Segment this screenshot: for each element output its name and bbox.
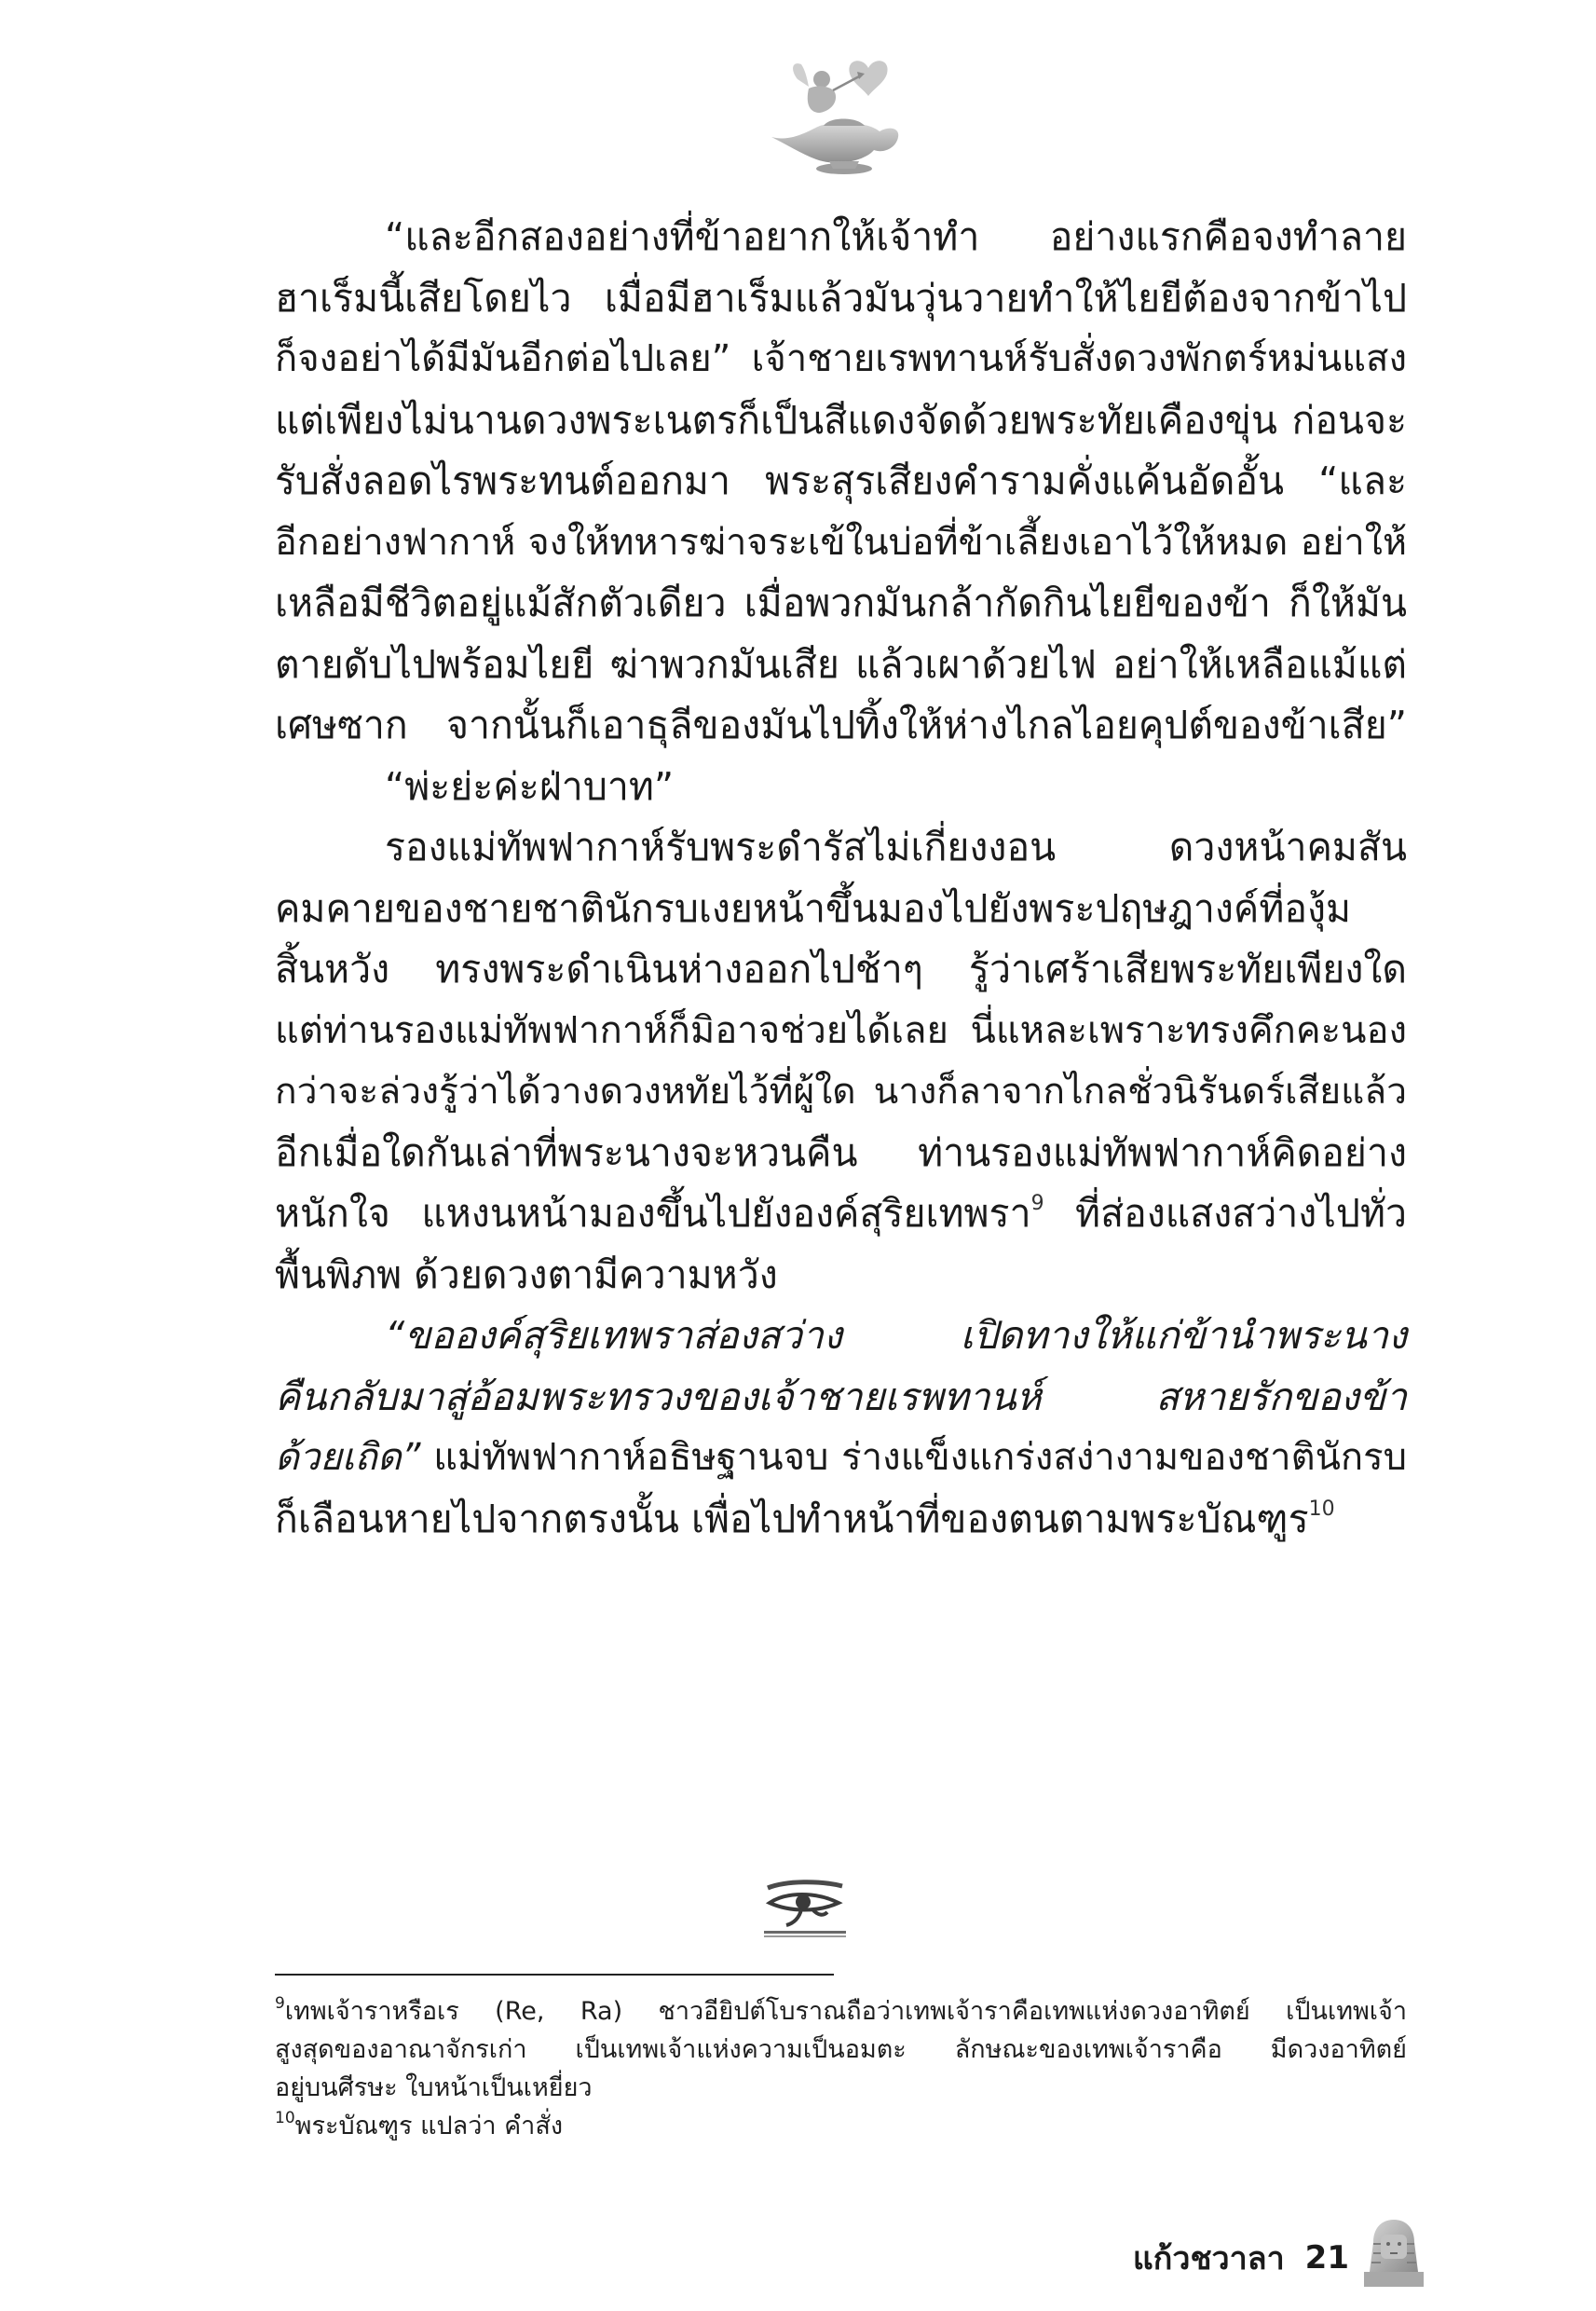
body-line [275,451,1407,513]
line-text-continued: ที่ส่องแสงสว่างไปทั่ว [1044,1191,1407,1236]
body-line [275,1428,1407,1489]
genie-lamp-icon [764,51,904,177]
footnote-text: อยู่บนศีรษะ ใบหน้าเป็นเหยี่ยว [275,2073,593,2102]
line-text: ก็เลือนหายไปจากตรงนั้น เพื่อไปทำหน้าที่ของตนตามพระบัณฑูร [275,1496,1309,1541]
footnotes [275,1992,1407,2145]
line-text: ตายดับไปพร้อมไยยี ฆ่าพวกมันเสีย แล้วเผาด้วยไฟ อย่าให้เหลือแม้แต่ [275,641,1407,687]
footnote-line [275,2031,1407,2069]
body-line [275,1001,1407,1062]
line-text: รับสั่งลอดไรพระทนต์ออกมา พระสุรเสียงคำรามคั่งแค้นอัดอั้น “และ [275,458,1407,503]
line-text: หนักใจ แหงนหน้ามองขึ้นไปยังองค์สุริยเทพรา [275,1191,1031,1236]
body-line [275,207,1407,268]
footnote-number: 9 [275,1994,285,2013]
italic-segment: ด้วยเถิด” [275,1436,421,1479]
body-line [275,1489,1407,1551]
line-text: เหลือมีชีวิตอยู่แม้สักตัวเดียว เมื่อพวกมันกล้ากัดกินไยยีของข้า ก็ให้มัน [275,581,1407,625]
body-line [275,817,1407,879]
line-text: แม่ทัพฟากาห์อธิษฐานจบ ร่างแข็งแกร่งสง่างามของชาตินักรบ [420,1436,1407,1479]
footnote-text: เทพเจ้าราหรือเร (Re, Ra) ชาวอียิปต์โบราณถือว่าเทพเจ้าราคือเทพแห่งดวงอาทิตย์ เป็นเทพเจ้า [284,1997,1407,2026]
sphinx-icon [1360,2216,1427,2290]
line-text: คืนกลับมาสู่อ้อมพระทรวงของเจ้าชายเรพทานห์ สหายรักของข้า [275,1374,1407,1419]
line-text: กว่าจะล่วงรู้ว่าได้วางดวงหทัยไว้ที่ผู้ใด นางก็ลาจากไกลชั่วนิรันดร์เสียแล้ว [275,1071,1407,1113]
footnote-marker[interactable]: 9 [1030,1192,1044,1215]
body-line [275,1367,1407,1429]
line-text: พื้นพิภพ ด้วยดวงตามีความหวัง [275,1251,778,1297]
page-number: 21 [1304,2239,1349,2277]
line-text: “และอีกสองอย่างที่ข้าอยากให้เจ้าทำ อย่างแรกคือจงทำลาย [385,214,1407,259]
eye-of-horus-icon [758,1875,852,1938]
body-line [275,757,1407,818]
body-line [275,573,1407,635]
body-line [275,329,1407,390]
footnote-text: สูงสุดของอาณาจักรเก่า เป็นเทพเจ้าแห่งความเป็นอมตะ ลักษณะของเทพเจ้าราคือ มีดวงอาทิตย์ [275,2035,1407,2064]
footnote-line [275,2069,1407,2107]
line-text: สิ้นหวัง ทรงพระดำเนินห่างออกไปช้าๆ รู้ว่าเศร้าเสียพระทัยเพียงใด [275,947,1407,991]
line-text: คมคายของชายชาตินักรบเงยหน้าขึ้นมองไปยังพระปฤษฎางค์ที่องุ้ม [275,885,1352,931]
line-text: เศษซาก จากนั้นก็เอาธุลีของมันไปทิ้งให้ห่างไกลไอยคุปต์ของข้าเสีย” [275,703,1407,747]
body-line [275,390,1407,452]
footnote-line [275,1992,1407,2031]
body-line [275,635,1407,696]
line-text: แต่ท่านรองแม่ทัพฟากาห์ก็มิอาจช่วยได้เลย นี่แหละเพราะทรงคึกคะนอง [275,1008,1407,1052]
line-text: อีกอย่างฟากาห์ จงให้ทหารฆ่าจระเข้ในบ่อที่ข้าเลี้ยงเอาไว้ให้หมด อย่าให้ [275,520,1407,564]
body-line [275,1306,1407,1367]
footnote-line [275,2107,1407,2145]
body-line [275,1061,1407,1123]
body-line [275,1245,1407,1306]
body-line [275,513,1407,574]
footnote-number: 10 [275,2109,295,2127]
body-text [275,207,1407,1550]
line-text: “ขอองค์สุริยเทพราส่องสว่าง เปิดทางให้แก่ข้านำพระนาง [385,1313,1407,1358]
body-line [275,695,1407,757]
line-text: “พ่ะย่ะค่ะฝ่าบาท” [385,763,675,809]
line-text: อีกเมื่อใดกันเล่าที่พระนางจะหวนคืน ท่านรองแม่ทัพฟากาห์คิดอย่าง [275,1129,1407,1175]
footnote-marker[interactable]: 10 [1308,1497,1335,1521]
line-text: ฮาเร็มนี้เสียโดยไว เมื่อมีฮาเร็มแล้วมันวุ่นวายทำให้ไยยีต้องจากข้าไป [275,275,1407,321]
page-footer [1133,2235,1349,2281]
footnote-text: พระบัณฑูร แปลว่า คำสั่ง [294,2112,564,2140]
book-title: แก้วชวาลา [1132,2240,1285,2277]
body-line [275,939,1407,1001]
line-text: รองแม่ทัพฟากาห์รับพระดำรัสไม่เกี่ยงงอน ดวงหน้าคมสัน [385,825,1407,869]
footnote-rule [275,1974,834,1976]
body-line [275,879,1407,940]
body-line [275,1183,1407,1245]
line-text: แต่เพียงไม่นานดวงพระเนตรก็เป็นสีแดงจัดด้วยพระทัยเคืองขุ่น ก่อนจะ [275,397,1407,443]
body-line [275,268,1407,330]
line-text: ก็จงอย่าได้มีมันอีกต่อไปเลย” เจ้าชายเรพทานห์รับสั่งดวงพักตร์หม่นแสง [275,337,1407,380]
body-line [275,1123,1407,1184]
